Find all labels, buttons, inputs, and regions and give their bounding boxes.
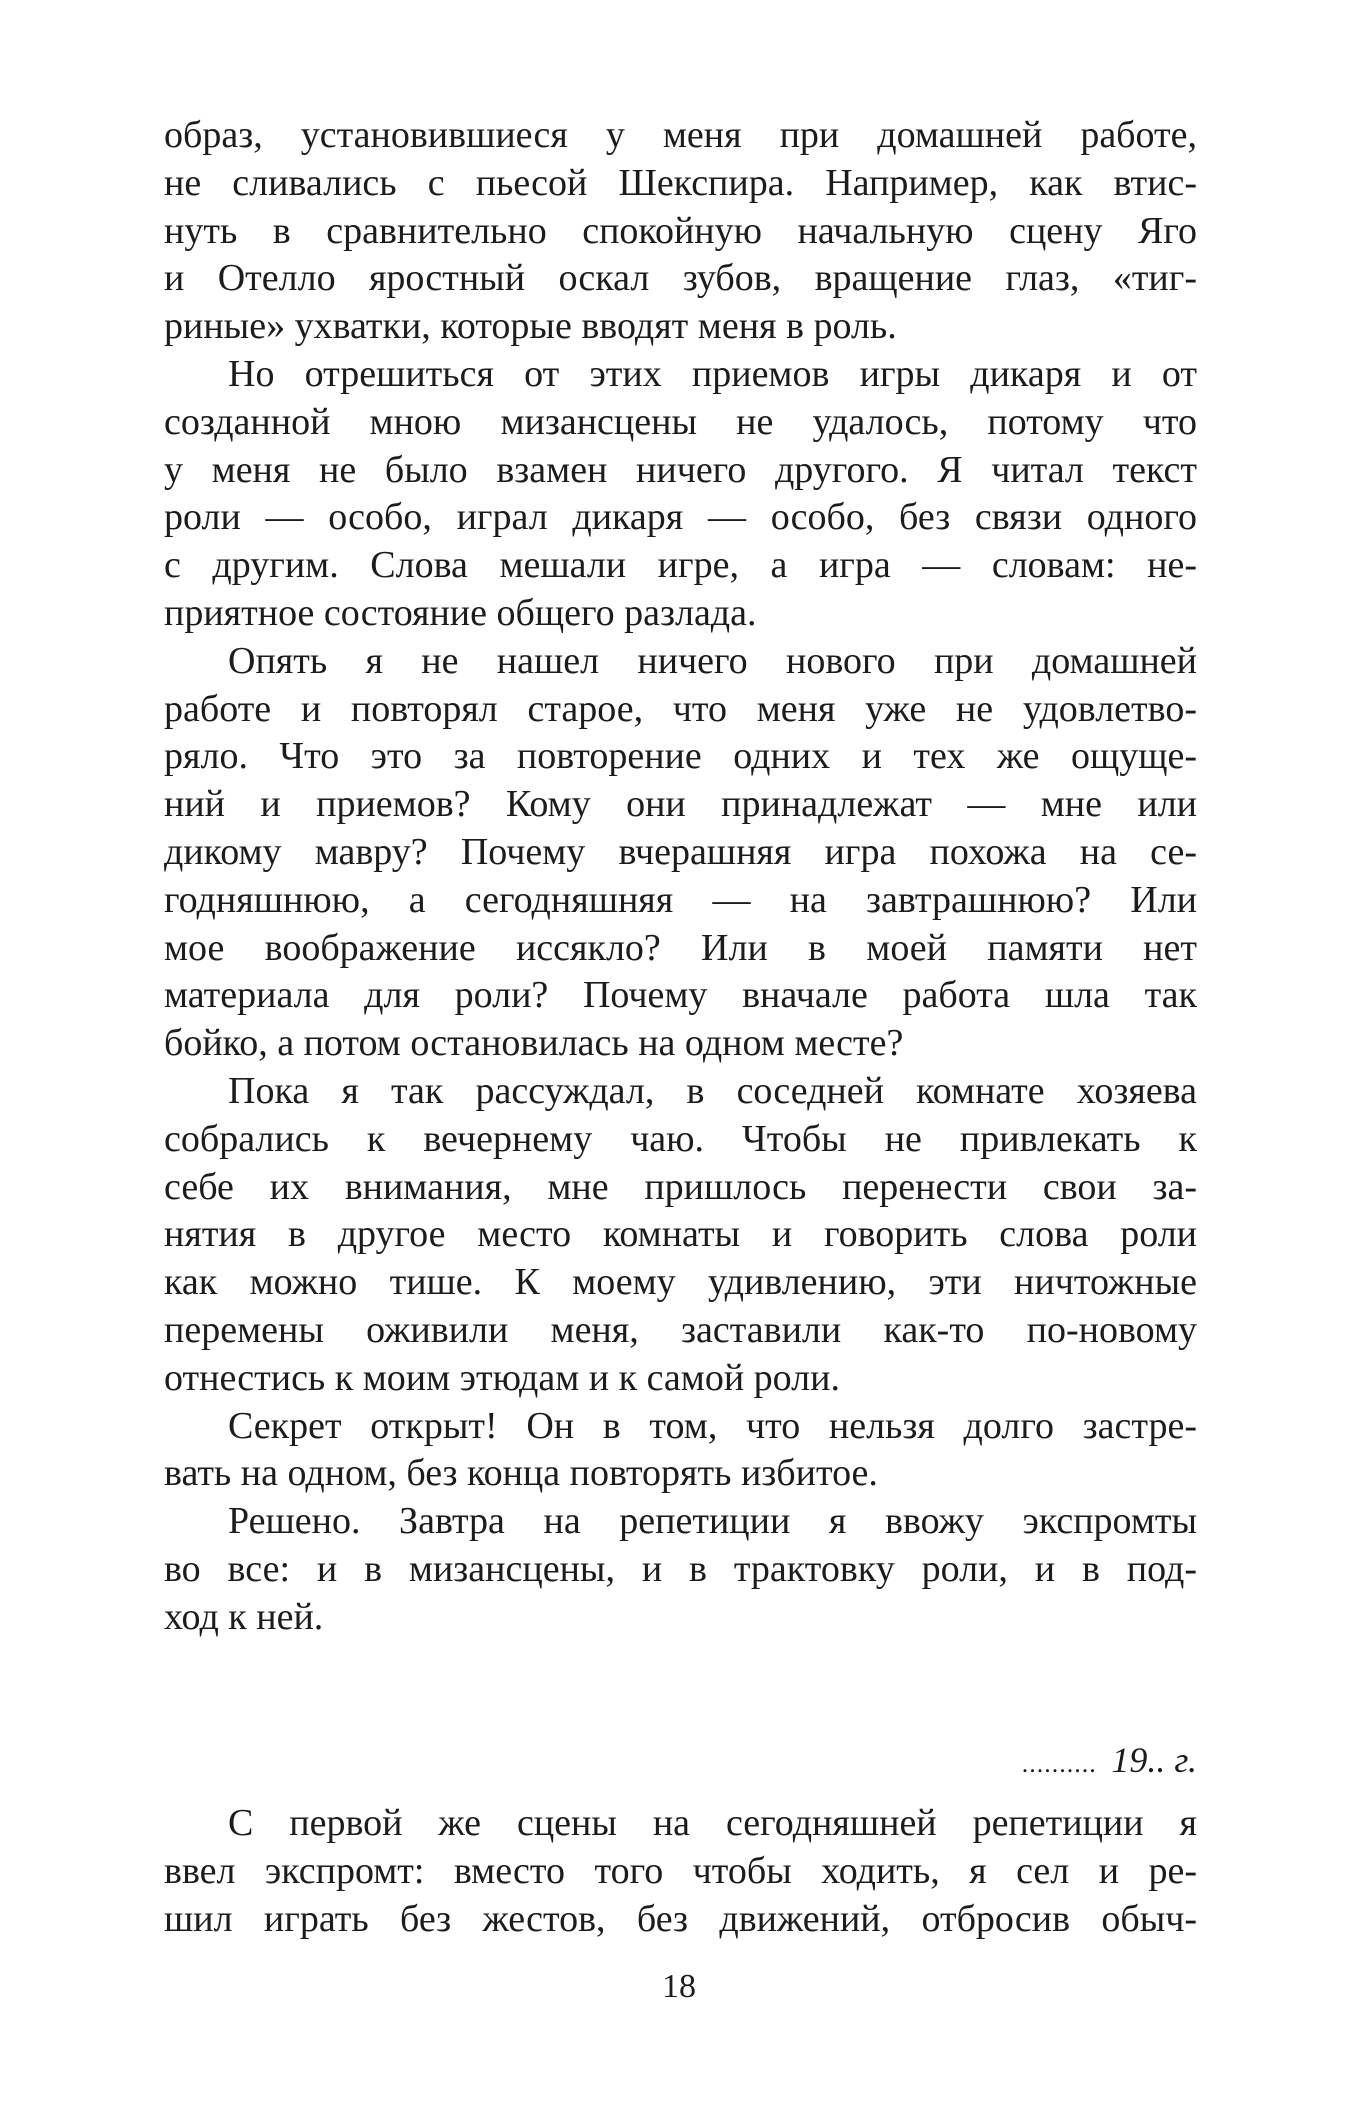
paragraph-first-line: Пока я так рассуждал, в соседней комнате хозяева bbox=[228, 1069, 1197, 1112]
text-line: созданной мною мизансцены не удалось, потому что bbox=[164, 400, 1197, 443]
paragraph-first-line: Но отрешиться от этих приемов игры дикаря и от bbox=[228, 352, 1197, 395]
text-line: нуть в сравнительно спокойную начальную сцену Яго bbox=[164, 209, 1197, 252]
dateline-dots: .......... bbox=[1022, 1749, 1098, 1778]
text-line: шил играть без жестов, без движений, отбросив обыч- bbox=[164, 1897, 1197, 1940]
text-line: с другим. Слова мешали игре, а игра — словам: не- bbox=[164, 544, 1197, 587]
text-line: вать на одном, без конца повторять избитое. bbox=[164, 1452, 878, 1495]
text-line: перемены оживили меня, заставили как-то по-новому bbox=[164, 1308, 1197, 1351]
dateline-date: 19.. г. bbox=[1111, 1740, 1197, 1780]
main-text-block bbox=[164, 112, 1197, 1642]
text-line: отнестись к моим этюдам и к самой роли. bbox=[164, 1356, 840, 1399]
text-line: нятия в другое место комнаты и говорить слова роли bbox=[164, 1213, 1197, 1256]
text-line: работе и повторял старое, что меня уже не удовлетво- bbox=[164, 687, 1197, 730]
paragraph-first-line: Опять я не нашел ничего нового при домашней bbox=[228, 639, 1197, 682]
paragraph-first-line: Секрет открыт! Он в том, что нельзя долго застре- bbox=[228, 1404, 1197, 1447]
paragraph-first-line: С первой же сцены на сегодняшней репетиции я bbox=[228, 1802, 1197, 1844]
second-text-block bbox=[164, 1800, 1197, 1943]
paragraph-first-line: Решено. Завтра на репетиции я ввожу экспромты bbox=[228, 1500, 1197, 1543]
text-line: ряло. Что это за повторение одних и тех же ощуще- bbox=[164, 735, 1197, 778]
text-line: себе их внимания, мне пришлось перенести свои за- bbox=[164, 1165, 1197, 1208]
text-line: ний и приемов? Кому они принадлежат — мне или bbox=[164, 783, 1197, 826]
text-line: бойко, а потом остановилась на одном месте? bbox=[164, 1022, 904, 1065]
text-line: материала для роли? Почему вначале работа шла так bbox=[164, 974, 1197, 1017]
text-line: ход к ней. bbox=[164, 1595, 324, 1638]
text-line: и Отелло яростный оскал зубов, вращение глаз, «тиг- bbox=[164, 257, 1197, 300]
text-line: собрались к вечернему чаю. Чтобы не привлекать к bbox=[164, 1117, 1197, 1160]
text-line: ввел экспромт: вместо того чтобы ходить, я сел и ре- bbox=[164, 1849, 1197, 1892]
text-line: дикому мавру? Почему вчерашняя игра похожа на се- bbox=[164, 830, 1197, 873]
diary-dateline bbox=[164, 1737, 1197, 1787]
page-number: 18 bbox=[662, 1968, 696, 2005]
text-line: во все: и в мизансцены, и в трактовку роли, и в под- bbox=[164, 1547, 1197, 1590]
text-line: годняшнюю, а сегодняшняя — на завтрашнюю? Или bbox=[164, 878, 1197, 921]
text-line: у меня не было взамен ничего другого. Я читал текст bbox=[164, 448, 1197, 491]
text-line: риные» ухватки, которые вводят меня в роль. bbox=[164, 305, 897, 348]
text-line: образ, установившиеся у меня при домашней работе, bbox=[164, 114, 1197, 156]
text-line: роли — особо, играл дикаря — особо, без связи одного bbox=[164, 496, 1197, 539]
text-line: приятное состояние общего разлада. bbox=[164, 591, 757, 634]
text-line: мое воображение иссякло? Или в моей памяти нет bbox=[164, 926, 1197, 969]
text-line: как можно тише. К моему удивлению, эти ничтожные bbox=[164, 1261, 1197, 1304]
text-line: не сливались с пьесой Шекспира. Например, как втис- bbox=[164, 161, 1197, 204]
